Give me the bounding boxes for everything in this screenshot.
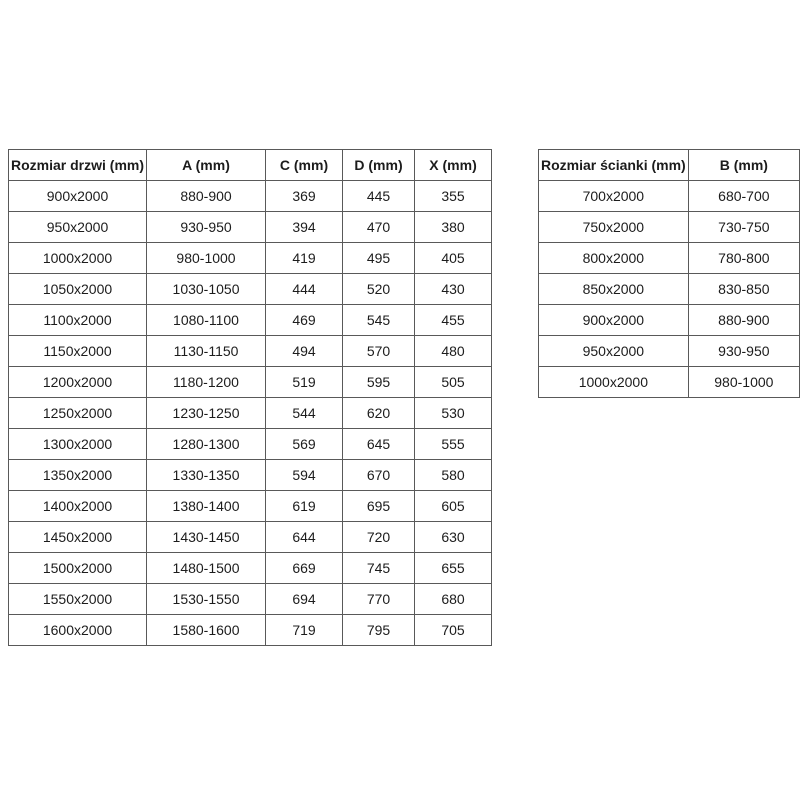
table-cell: 595 bbox=[343, 367, 415, 398]
table-cell: 419 bbox=[266, 243, 343, 274]
table-cell: 1430-1450 bbox=[147, 522, 266, 553]
table-row bbox=[539, 212, 800, 243]
table-cell: 1250x2000 bbox=[9, 398, 147, 429]
table-cell: 444 bbox=[266, 274, 343, 305]
table-cell: 1300x2000 bbox=[9, 429, 147, 460]
table-cell: 405 bbox=[415, 243, 492, 274]
table-row bbox=[9, 243, 492, 274]
door-dimensions-table bbox=[8, 149, 492, 646]
table-cell: 1280-1300 bbox=[147, 429, 266, 460]
table-cell: 719 bbox=[266, 615, 343, 646]
table-cell: 1150x2000 bbox=[9, 336, 147, 367]
table-cell: 569 bbox=[266, 429, 343, 460]
table-cell: 1100x2000 bbox=[9, 305, 147, 336]
table-cell: 495 bbox=[343, 243, 415, 274]
table-cell: 445 bbox=[343, 181, 415, 212]
table-row bbox=[9, 615, 492, 646]
table-cell: 619 bbox=[266, 491, 343, 522]
column-header: C (mm) bbox=[266, 150, 343, 181]
table-row bbox=[9, 491, 492, 522]
table-cell: 480 bbox=[415, 336, 492, 367]
table-cell: 555 bbox=[415, 429, 492, 460]
table-cell: 455 bbox=[415, 305, 492, 336]
wall-dimensions-table bbox=[538, 149, 800, 398]
table-row bbox=[9, 336, 492, 367]
table-cell: 780-800 bbox=[688, 243, 799, 274]
table-row bbox=[539, 274, 800, 305]
table-cell: 1480-1500 bbox=[147, 553, 266, 584]
table-cell: 1000x2000 bbox=[539, 367, 689, 398]
table-cell: 850x2000 bbox=[539, 274, 689, 305]
table-cell: 670 bbox=[343, 460, 415, 491]
table-cell: 1350x2000 bbox=[9, 460, 147, 491]
column-header: A (mm) bbox=[147, 150, 266, 181]
table-cell: 750x2000 bbox=[539, 212, 689, 243]
table-row bbox=[539, 305, 800, 336]
table-cell: 494 bbox=[266, 336, 343, 367]
table-cell: 900x2000 bbox=[539, 305, 689, 336]
table-cell: 470 bbox=[343, 212, 415, 243]
table-row bbox=[9, 212, 492, 243]
table-cell: 1000x2000 bbox=[9, 243, 147, 274]
table-cell: 720 bbox=[343, 522, 415, 553]
table-cell: 605 bbox=[415, 491, 492, 522]
table-cell: 1530-1550 bbox=[147, 584, 266, 615]
table-cell: 469 bbox=[266, 305, 343, 336]
table-cell: 830-850 bbox=[688, 274, 799, 305]
table-cell: 545 bbox=[343, 305, 415, 336]
table-cell: 1050x2000 bbox=[9, 274, 147, 305]
table-row bbox=[539, 336, 800, 367]
table-cell: 795 bbox=[343, 615, 415, 646]
table-cell: 680-700 bbox=[688, 181, 799, 212]
table-cell: 519 bbox=[266, 367, 343, 398]
column-header: Rozmiar drzwi (mm) bbox=[9, 150, 147, 181]
table-cell: 695 bbox=[343, 491, 415, 522]
table-cell: 1080-1100 bbox=[147, 305, 266, 336]
table-row bbox=[9, 429, 492, 460]
table-cell: 880-900 bbox=[688, 305, 799, 336]
table-cell: 394 bbox=[266, 212, 343, 243]
table-cell: 669 bbox=[266, 553, 343, 584]
table-row bbox=[539, 181, 800, 212]
table-row bbox=[539, 243, 800, 274]
table-cell: 520 bbox=[343, 274, 415, 305]
table-cell: 880-900 bbox=[147, 181, 266, 212]
table-cell: 594 bbox=[266, 460, 343, 491]
table-cell: 580 bbox=[415, 460, 492, 491]
table-cell: 1200x2000 bbox=[9, 367, 147, 398]
column-header: X (mm) bbox=[415, 150, 492, 181]
table-cell: 700x2000 bbox=[539, 181, 689, 212]
table-row bbox=[9, 274, 492, 305]
table-cell: 1180-1200 bbox=[147, 367, 266, 398]
header-row bbox=[539, 150, 800, 181]
table-cell: 900x2000 bbox=[9, 181, 147, 212]
table-cell: 950x2000 bbox=[9, 212, 147, 243]
table-cell: 380 bbox=[415, 212, 492, 243]
table-cell: 544 bbox=[266, 398, 343, 429]
table-cell: 1130-1150 bbox=[147, 336, 266, 367]
table-cell: 950x2000 bbox=[539, 336, 689, 367]
table-cell: 694 bbox=[266, 584, 343, 615]
table-cell: 530 bbox=[415, 398, 492, 429]
table-cell: 980-1000 bbox=[688, 367, 799, 398]
table-cell: 645 bbox=[343, 429, 415, 460]
table-cell: 930-950 bbox=[147, 212, 266, 243]
table-cell: 980-1000 bbox=[147, 243, 266, 274]
table-row bbox=[9, 398, 492, 429]
column-header: B (mm) bbox=[688, 150, 799, 181]
table-cell: 630 bbox=[415, 522, 492, 553]
table-row bbox=[9, 305, 492, 336]
table-row bbox=[9, 522, 492, 553]
table-cell: 930-950 bbox=[688, 336, 799, 367]
table-cell: 1600x2000 bbox=[9, 615, 147, 646]
table-row bbox=[9, 584, 492, 615]
table-cell: 1030-1050 bbox=[147, 274, 266, 305]
table-cell: 705 bbox=[415, 615, 492, 646]
table-cell: 430 bbox=[415, 274, 492, 305]
table-cell: 1550x2000 bbox=[9, 584, 147, 615]
table-cell: 1400x2000 bbox=[9, 491, 147, 522]
table-row bbox=[9, 367, 492, 398]
table-cell: 800x2000 bbox=[539, 243, 689, 274]
table-row bbox=[539, 367, 800, 398]
table-row bbox=[9, 553, 492, 584]
table-row bbox=[9, 460, 492, 491]
table-cell: 655 bbox=[415, 553, 492, 584]
table-row bbox=[9, 181, 492, 212]
table-cell: 570 bbox=[343, 336, 415, 367]
header-row bbox=[9, 150, 492, 181]
column-header: D (mm) bbox=[343, 150, 415, 181]
table-cell: 730-750 bbox=[688, 212, 799, 243]
table-cell: 1500x2000 bbox=[9, 553, 147, 584]
column-header: Rozmiar ścianki (mm) bbox=[539, 150, 689, 181]
table-cell: 1330-1350 bbox=[147, 460, 266, 491]
table-cell: 1450x2000 bbox=[9, 522, 147, 553]
table-cell: 644 bbox=[266, 522, 343, 553]
table-cell: 505 bbox=[415, 367, 492, 398]
table-cell: 1580-1600 bbox=[147, 615, 266, 646]
table-cell: 770 bbox=[343, 584, 415, 615]
table-cell: 745 bbox=[343, 553, 415, 584]
table-cell: 355 bbox=[415, 181, 492, 212]
table-cell: 620 bbox=[343, 398, 415, 429]
table-cell: 680 bbox=[415, 584, 492, 615]
table-cell: 1230-1250 bbox=[147, 398, 266, 429]
table-cell: 1380-1400 bbox=[147, 491, 266, 522]
table-cell: 369 bbox=[266, 181, 343, 212]
